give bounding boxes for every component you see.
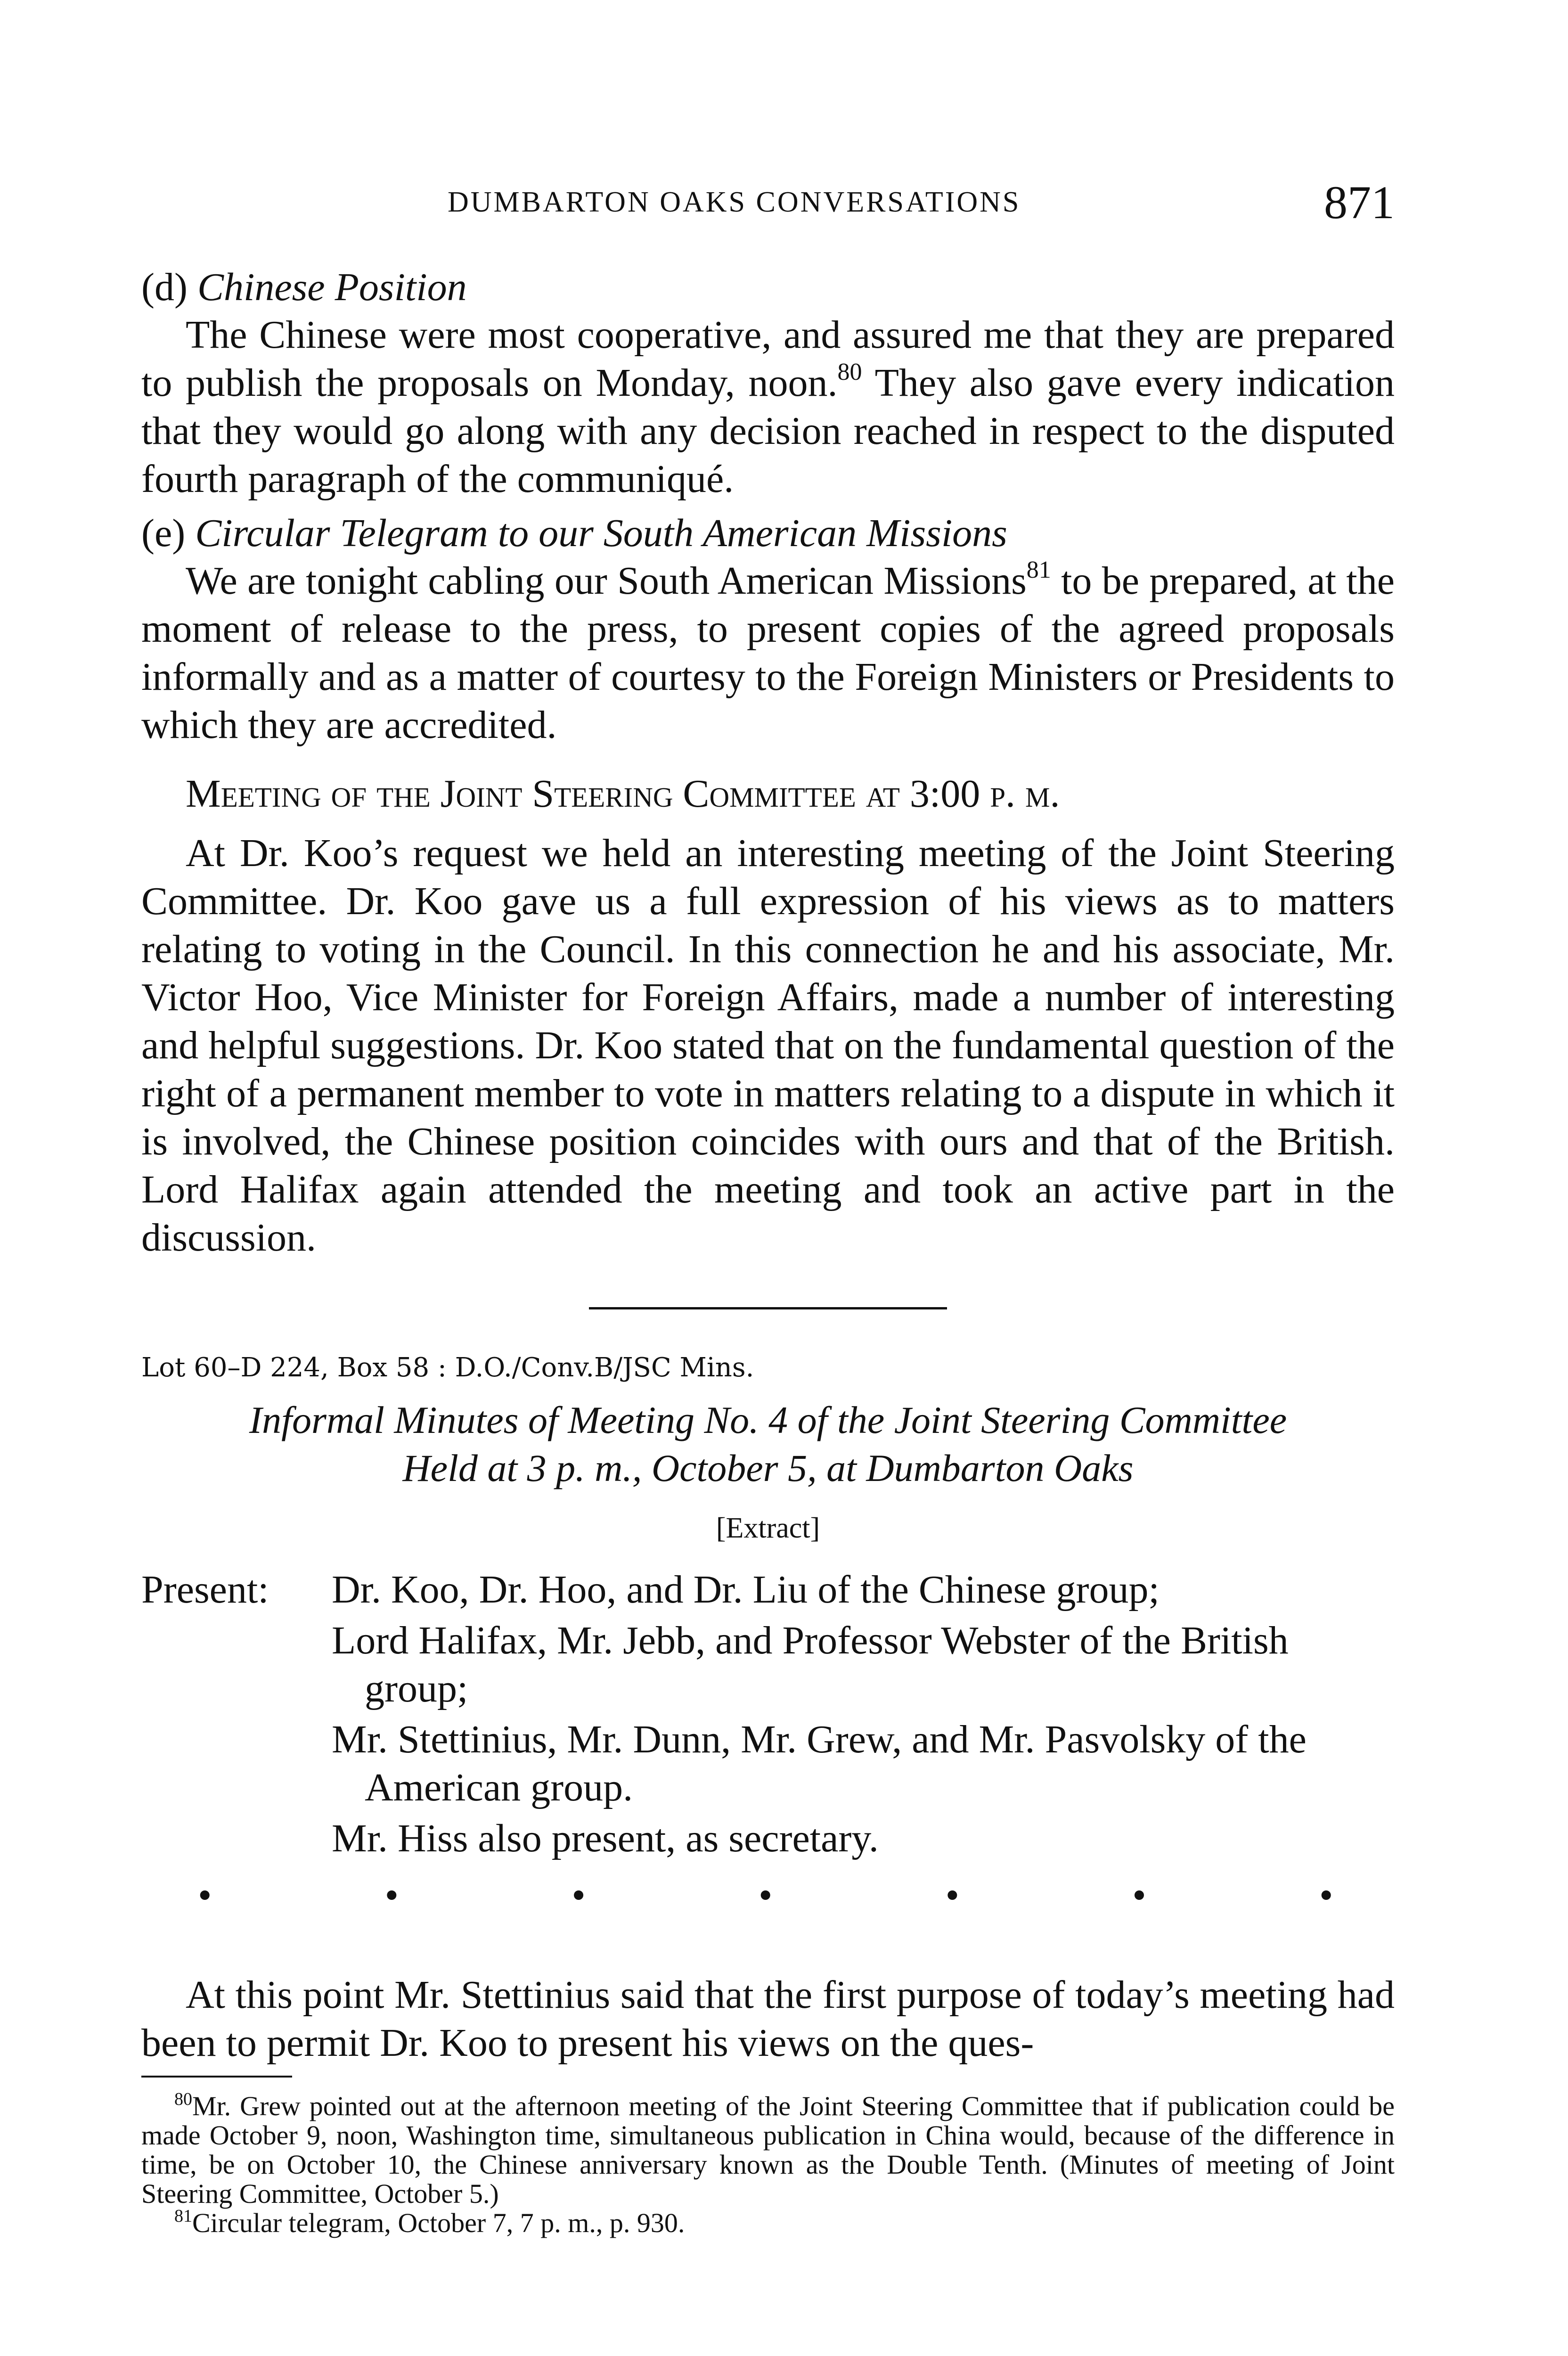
attendees-list xyxy=(332,1566,1395,1865)
section-title-d: Chinese Position xyxy=(197,265,467,309)
section-heading-d xyxy=(141,264,1395,311)
paragraph-text: The Chinese were most cooperative, and assured me that they are prepared to publish the proposals on Monday, noon. xyxy=(141,313,1395,405)
ellipsis-dot: • xyxy=(1132,1873,1146,1917)
ellipsis-dot: • xyxy=(1319,1873,1333,1917)
paragraph-meeting: At Dr. Koo’s request we held an interesting meeting of the Joint Steering Committee. Dr. Koo gave us a full expression of his views as to matters relating to voting in the Council. In this connection he and his associate, Mr. Victor Hoo, Vice Minister for Foreign Affairs, made a number of interesting and helpful suggestions. Dr. Koo stated that on the fundamental question of the right of a permanent member to vote in matters relating to a dispute in which it is involved, the Chinese position coincides with ours and that of the British. Lord Halifax again attended the meeting and took an active part in the discussion. xyxy=(141,831,1395,1260)
attendee-group: Lord Halifax, Mr. Jebb, and Professor Webster of the British group; xyxy=(332,1619,1289,1710)
paragraph-text: to be prepared, at the moment of release to the press, to present copies of the agreed proposals informally and as a matter of courtesy to the Foreign Ministers or Presidents to which they are accredited. xyxy=(141,559,1395,747)
paragraph-stettinius: At this point Mr. Stettinius said that the first purpose of today’s meeting had been to permit Dr. Koo to present his views on the ques- xyxy=(141,1973,1395,2065)
section-label-d: (d) xyxy=(141,265,188,309)
section-title-e: Circular Telegram to our South American Missions xyxy=(195,511,1007,555)
footnote-text: Circular telegram, October 7, 7 p. m., p. 930. xyxy=(192,2208,685,2238)
ellipsis-dot: • xyxy=(572,1873,586,1917)
ellipsis-dot: • xyxy=(945,1873,960,1917)
footnote-number: 81 xyxy=(174,2206,192,2226)
meeting-heading: Meeting of the Joint Steering Committee at 3:00 p. m. xyxy=(186,772,1060,816)
running-head: DUMBARTON OAKS CONVERSATIONS xyxy=(448,186,1021,218)
archive-source: Lot 60–D 224, Box 58 : D.O./Conv.B/JSC Mins. xyxy=(141,1352,754,1383)
paragraph-text: We are tonight cabling our South American Missions xyxy=(186,559,1027,603)
paragraph-chinese-position xyxy=(141,311,1395,503)
attendees-block xyxy=(141,1566,1395,1865)
omission-ellipsis xyxy=(198,1872,1333,1919)
attendee-group: Dr. Koo, Dr. Hoo, and Dr. Liu of the Chinese group; xyxy=(332,1568,1160,1612)
attendee-group: Mr. Stettinius, Mr. Dunn, Mr. Grew, and Mr. Pasvolsky of the American group. xyxy=(332,1718,1307,1809)
ellipsis-dot: • xyxy=(758,1873,773,1917)
document-title-line-2: Held at 3 p. m., October 5, at Dumbarton Oaks xyxy=(402,1447,1134,1489)
page-number: 871 xyxy=(1324,176,1395,229)
document-title-line-1: Informal Minutes of Meeting No. 4 of the Joint Steering Committee xyxy=(249,1399,1287,1441)
footnote-divider xyxy=(141,2076,292,2078)
present-label: Present: xyxy=(141,1568,269,1612)
ellipsis-dot: • xyxy=(198,1873,212,1917)
section-divider xyxy=(589,1307,947,1309)
ellipsis-dot: • xyxy=(384,1873,399,1917)
footnote-80 xyxy=(141,2089,1395,2209)
section-heading-e xyxy=(141,510,1395,557)
page-body xyxy=(141,264,1395,2238)
paragraph-circular-telegram xyxy=(141,557,1395,749)
footnote-number: 80 xyxy=(174,2089,192,2109)
document-title xyxy=(141,1396,1395,1492)
attendee-group: Mr. Hiss also present, as secretary. xyxy=(332,1816,879,1860)
footnote-ref-80[interactable]: 80 xyxy=(837,359,862,385)
footnote-ref-81[interactable]: 81 xyxy=(1026,556,1051,583)
footnote-81 xyxy=(141,2206,1395,2238)
extract-label: [Extract] xyxy=(716,1512,820,1544)
paragraph-text: They also gave every indication that they would go along with any decision reached in respect to the disputed fourth paragraph of the communiqué. xyxy=(141,361,1395,501)
footnote-text: Mr. Grew pointed out at the afternoon meeting of the Joint Steering Committee that if publication could be made October 9, noon, Washington time, simultaneous publication in China would, because of the difference in time, be on October 10, the Chinese anniversary known as the Double Tenth. (Minutes of meeting of Joint Steering Committee, October 5.) xyxy=(141,2091,1395,2209)
page-header xyxy=(141,176,1395,237)
section-label-e: (e) xyxy=(141,511,186,555)
